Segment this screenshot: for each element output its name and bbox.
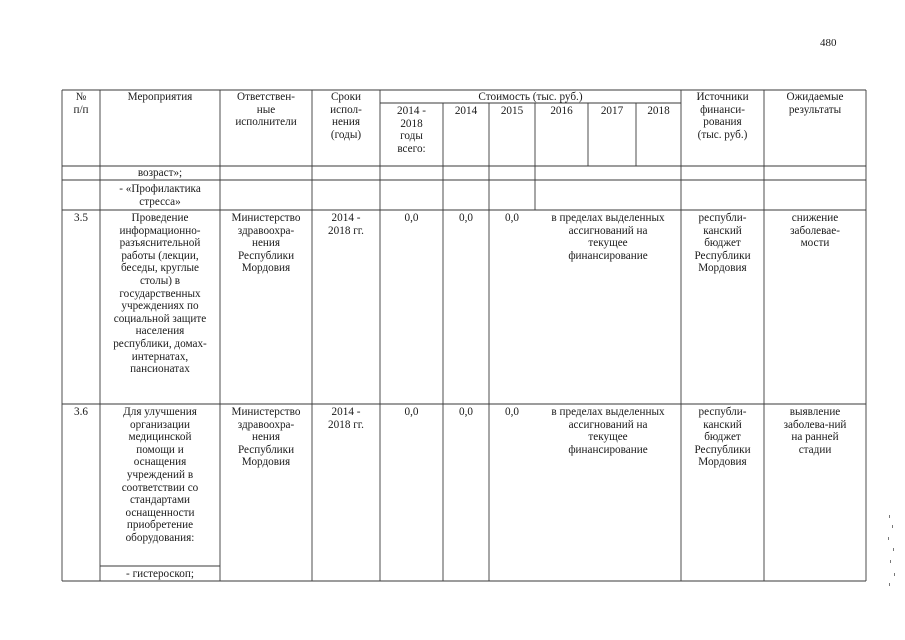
row-3-5-term: 2014 - 2018 гг. (328, 212, 364, 237)
row-3-5-source: республи- канский бюджет Республики Мордовия (694, 212, 751, 275)
row-3-6-num: 3.6 (74, 406, 88, 418)
header-cost-total: 2014 - 2018 годы всего: (397, 105, 426, 155)
header-activity: Мероприятия (127, 91, 193, 103)
continuation-row-2-activity: - «Профилактика стресса» (119, 183, 201, 208)
row-3-6-term: 2014 - 2018 гг. (328, 406, 364, 431)
row-3-5-2015: 0,0 (505, 212, 519, 224)
header-executors: Ответствен- ные исполнители (235, 91, 297, 129)
continuation-row-1-activity: возраст»; (137, 167, 183, 179)
page-number: 480 (820, 37, 837, 49)
header-terms: Сроки испол- нения (годы) (330, 91, 362, 141)
row-3-6-executor: Министерство здравоохра- нения Республики Мордовия (231, 406, 301, 469)
header-year-2018: 2018 (647, 105, 670, 117)
row-3-6-result: выявление заболева-ний на ранней стадии (783, 406, 847, 456)
row-3-5-executor: Министерство здравоохра- нения Республики Мордовия (231, 212, 301, 275)
row-3-6-source: республи- канский бюджет Республики Мордовия (694, 406, 751, 469)
row-3-5-total: 0,0 (404, 212, 419, 224)
row-3-6-activity: Для улучшения организации медицинской помощи и оснащения учреждений в соответствии со стандартами оснащенности приобретение оборудования: (121, 406, 199, 544)
header-year-2017: 2017 (600, 105, 624, 117)
header-year-2016: 2016 (550, 105, 573, 117)
header-cost: Стоимость (тыс. руб.) (478, 91, 583, 103)
row-3-6-total: 0,0 (404, 406, 419, 418)
header-num: № п/п (73, 91, 89, 116)
header-year-2014: 2014 (454, 105, 478, 117)
scan-artifact (887, 515, 897, 590)
row-3-6-2014: 0,0 (459, 406, 473, 418)
last-row-activity: - гистероскоп; (126, 568, 194, 580)
row-3-6-2015: 0,0 (505, 406, 519, 418)
header-sources: Источники финанси- рования (тыс. руб.) (696, 91, 749, 141)
header-year-2015: 2015 (500, 105, 524, 117)
row-3-5-num: 3.5 (74, 212, 88, 224)
row-3-6-note: в пределах выделенных ассигнований на текущее финансирование (551, 406, 665, 456)
row-3-5-note: в пределах выделенных ассигнований на текущее финансирование (551, 212, 665, 262)
row-3-5-activity: Проведение информационно- разъяснительной работы (лекции, беседы, круглые столы) в государственных учреждениях по социальной защите населения республики, домах- интернатах, пансионатах (113, 212, 207, 376)
header-results: Ожидаемые результаты (786, 91, 844, 116)
row-3-5-2014: 0,0 (459, 212, 473, 224)
row-3-5-result: снижение заболевае- мости (790, 212, 840, 250)
